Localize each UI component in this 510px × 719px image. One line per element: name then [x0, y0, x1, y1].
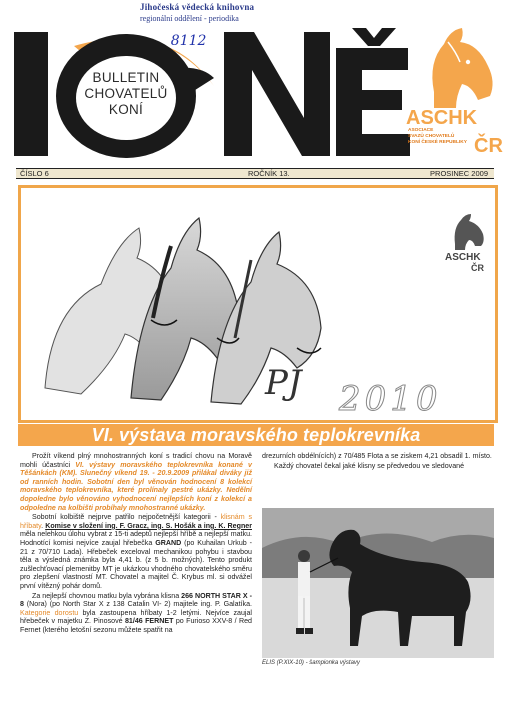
cover-aschk-logo	[445, 212, 489, 272]
p3-part-c: byla zastoupena hříbaty 1-2 letými. Nejvíce zaujal hřebeček v majetku Z. Pinosové	[20, 608, 252, 626]
p2-commission: Komise v složení ing. F. Gracz, ing. S. Hošák a ing. K. Regner	[45, 521, 252, 530]
cover-illustration	[18, 185, 498, 423]
bulletin-subtitle	[78, 70, 174, 136]
cover-aschk-word: ASCHK	[445, 252, 481, 263]
article-column-right	[262, 452, 494, 471]
aschk-sub-2: SVAZŮ CHOVATELŮ	[408, 134, 455, 139]
p1-highlight: VI. výstavy moravského teplokrevníka konané v Těšánkách (KM). Slunečný víkend 19. - 20.9.2009 přilákal diváky již od ranních hodin. Sobotní den byl věnován hodnocení 8 kolekcí moravského teplokrevníka, které prolínaly pestré ukázky. Nedělní dopoledne bylo věnováno vyhodnocení nejlepších koní z kolekcí a odpoledne na kolbišti probíhaly mnohostranné ukázky.	[20, 460, 253, 512]
p2-part-b: .	[41, 521, 46, 530]
article-headline: VI. výstava moravského teplokrevníka	[91, 425, 421, 445]
bulletin-line-1: BULLETIN	[92, 70, 160, 85]
bulletin-line-2: CHOVATELŮ	[84, 86, 168, 101]
article-column-left	[20, 452, 252, 635]
right-paragraph-2: Každý chovatel čekal jaké klisny se předvedou ve sledované	[274, 461, 465, 470]
p3-category: Kategorie dorostu	[20, 608, 79, 617]
champion-photo-image	[262, 508, 494, 658]
p3-fernet: 81/46 FERNET	[124, 617, 174, 626]
photo-caption: ELIS (P.XIX-10) - šampionka výstavy	[262, 660, 360, 666]
p3-part-b: (Nora) (po North Star X z 138 Catalin VI- 2) majitele ing. P. Galatíka.	[23, 600, 252, 609]
aschk-sub-3: KONÍ ČESKÉ REPUBLIKY	[408, 140, 467, 145]
p2-grand: GRAND	[155, 538, 182, 547]
p1-intro: Prožít víkend plný mnohostranných koní s tradicí chovu na Moravě mohli účastníci	[20, 452, 252, 469]
cover-year: 2010	[339, 379, 442, 419]
p2-part-c: měla nelehkou úlohu vybrat z 15-ti adeptů nejlepší hříbě a nejlepší matku. Hodnotící komisi nejvíce zaujal hřebečka	[20, 530, 252, 547]
stamp-line-1: Jihočeská vědecká knihovna	[140, 2, 255, 12]
aschk-sub-1: ASOCIACE	[408, 128, 434, 133]
p2-category: klisnám s hříbaty	[20, 513, 252, 530]
cover-initials: PJ	[265, 363, 302, 403]
aschk-subtitle	[408, 128, 478, 146]
article-paragraph-2	[20, 513, 252, 590]
issue-number: ČÍSLO 6	[20, 169, 49, 178]
stamp-line-2: regionální oddělení - periodika	[140, 14, 239, 23]
article-paragraph-1	[20, 452, 252, 512]
bulletin-line-3: KONÍ	[108, 102, 144, 117]
issue-date: PROSINEC 2009	[430, 169, 488, 178]
aschk-logo-country: ČR	[474, 135, 503, 157]
issue-volume: ROČNÍK 13.	[248, 169, 290, 178]
aschk-logo-word: ASCHK	[406, 107, 478, 129]
issue-strip	[16, 168, 494, 179]
right-paragraph-1: drezurních obdélnících) z 70/485 Flota a se ziskem 4,21 obsadil 1. místo.	[262, 452, 492, 460]
p2-part-a: Sobotní kolbiště nejprve patřilo nejpočetnější kategorii -	[32, 513, 221, 522]
cover-aschk-country: ČR	[471, 263, 484, 272]
article-paragraph-3	[20, 592, 252, 635]
p3-part-d: po Furioso XXV-8 / Red Fernet (kterého letošní sezonu můžete spatřit na	[20, 617, 252, 634]
p3-part-a: Za nejlepší chovnou matku byla vybrána klisna	[32, 591, 182, 600]
stamp-sign-value: 8112	[170, 33, 207, 49]
champion-photo	[262, 508, 494, 658]
koni-masthead-logo	[14, 26, 420, 166]
p3-mare: 266 NORTH STAR X - 8	[20, 591, 252, 609]
p2-part-d: (po Kuhailan Urkub - 21 z 70/710 Lada). Hřebeček exceloval mechanikou pohybu i stavbou těla a výsledná známka byla 4,41 b. (z 5 b. možných). Tento produkt zušlechťovací plemenitby MT je ukázkou vhodného chovatelského směru pro zlepšení vlastností MT. Chovatel a majitel Č. Krybus ml. si odvážel první vítězný pohár domů.	[20, 538, 252, 590]
horses-drawing	[21, 188, 495, 420]
